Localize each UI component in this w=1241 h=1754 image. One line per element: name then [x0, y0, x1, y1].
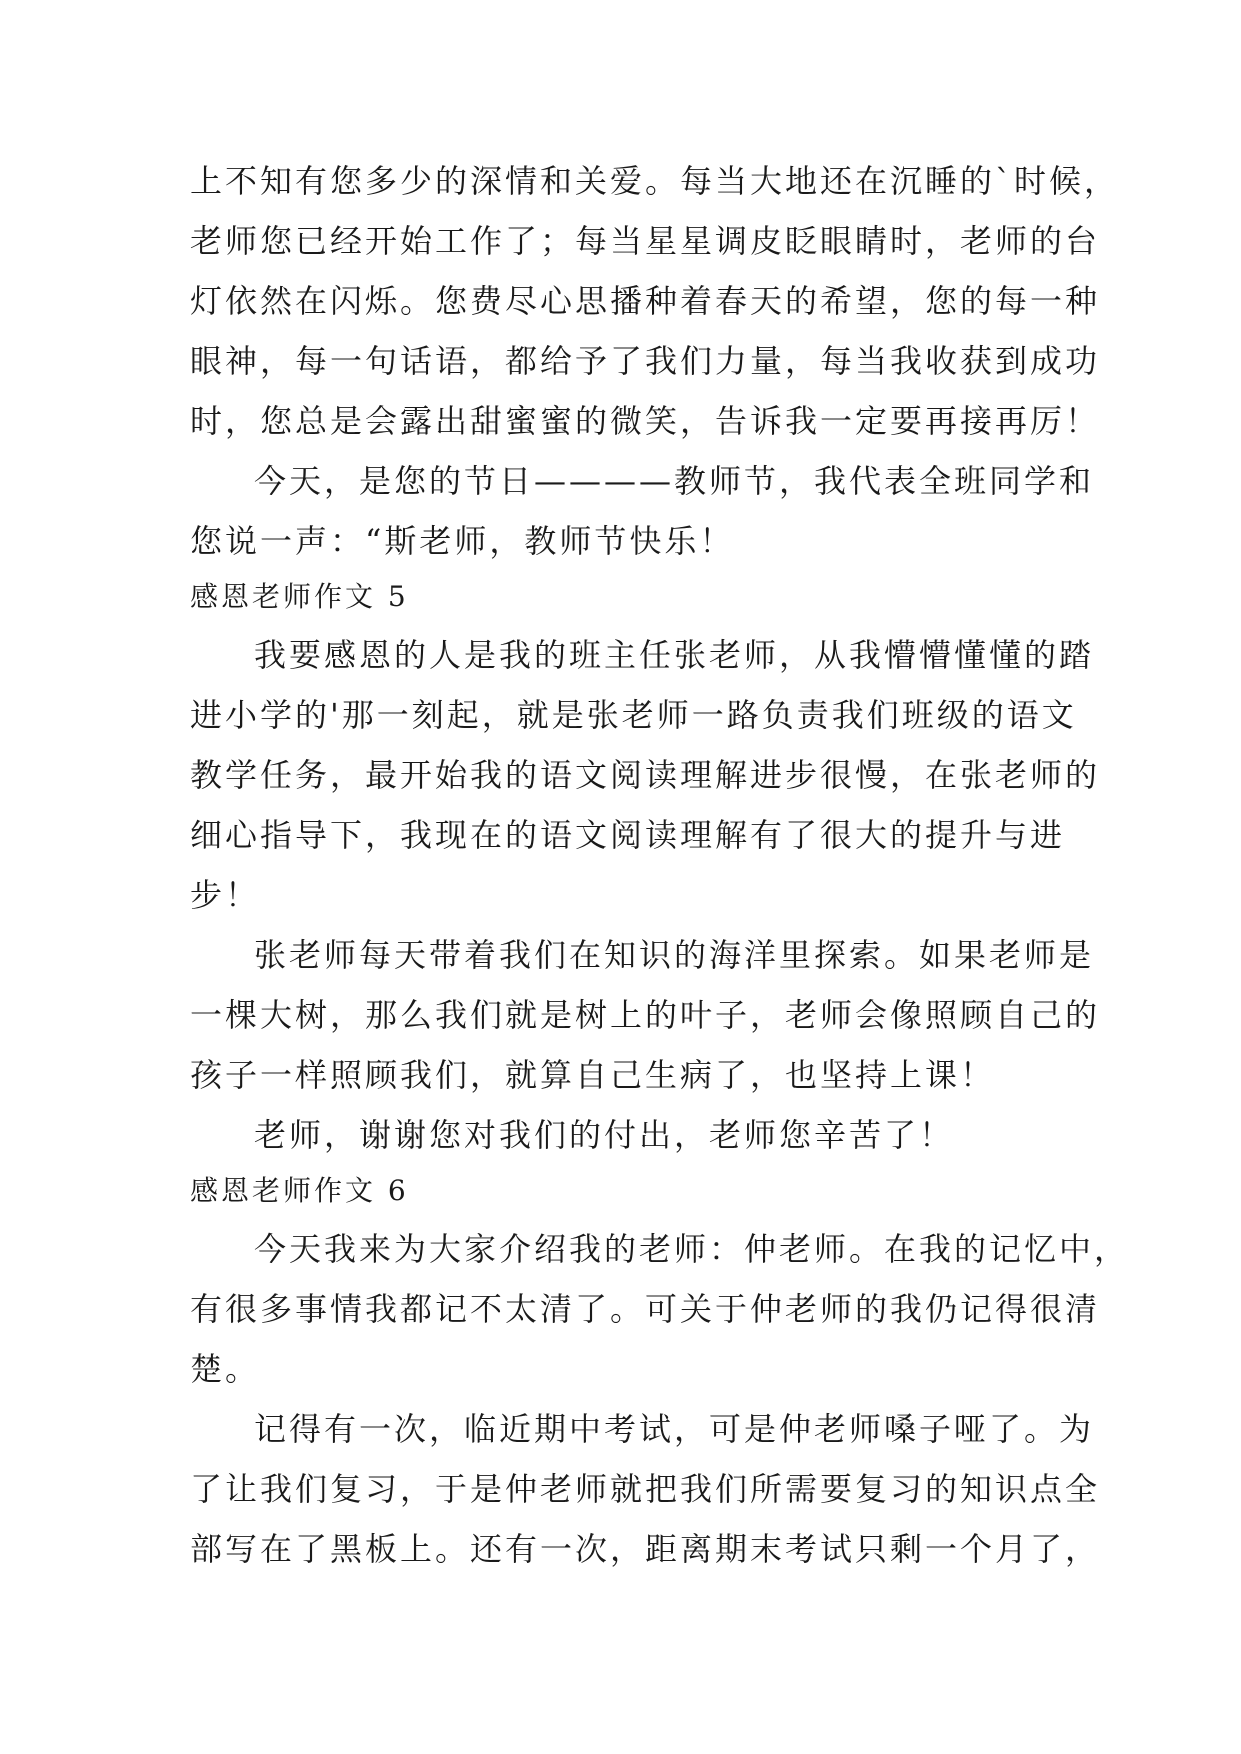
text-line: 灯依然在闪烁。您费尽心思播种着春天的希望，您的每一种 [190, 282, 1101, 320]
paragraph-start: 张老师每天带着我们在知识的海洋里探索。如果老师是 [254, 936, 1095, 974]
text-line: 细心指导下，我现在的语文阅读理解有了很大的提升与进 [190, 816, 1066, 854]
text-line: 有很多事情我都记不太清了。可关于仲老师的我仍记得很清 [190, 1290, 1101, 1328]
section-heading: 感恩老师作文 6 [190, 1174, 409, 1207]
text-line: 上不知有您多少的深情和关爱。每当大地还在沉睡的`时候， [190, 162, 1120, 200]
text-line: 进小学的'那一刻起，就是张老师一路负责我们班级的语文 [190, 696, 1077, 734]
text-line: 眼神，每一句话语，都给予了我们力量，每当我收获到成功 [190, 342, 1101, 380]
paragraph-start: 今天，是您的节日————教师节，我代表全班同学和 [254, 462, 1095, 500]
text-line: 部写在了黑板上。还有一次，距离期末考试只剩一个月了， [190, 1530, 1101, 1568]
paragraph-start: 我要感恩的人是我的班主任张老师，从我懵懵懂懂的踏 [254, 636, 1095, 674]
text-line: 步！ [190, 876, 261, 914]
text-line: 孩子一样照顾我们，就算自己生病了，也坚持上课！ [190, 1056, 996, 1094]
text-line: 时，您总是会露出甜蜜蜜的微笑，告诉我一定要再接再厉！ [190, 402, 1101, 440]
text-line: 楚。 [190, 1350, 261, 1388]
text-line: 教学任务，最开始我的语文阅读理解进步很慢，在张老师的 [190, 756, 1101, 794]
paragraph-start: 今天我来为大家介绍我的老师：仲老师。在我的记忆中， [254, 1230, 1130, 1268]
paragraph-start: 老师，谢谢您对我们的付出，老师您辛苦了！ [254, 1116, 955, 1154]
text-line: 您说一声：“斯老师，教师节快乐！ [190, 522, 735, 560]
text-line: 老师您已经开始工作了；每当星星调皮眨眼睛时，老师的台 [190, 222, 1101, 260]
text-line: 一棵大树，那么我们就是树上的叶子，老师会像照顾自己的 [190, 996, 1101, 1034]
section-heading: 感恩老师作文 5 [190, 580, 409, 613]
text-line: 了让我们复习，于是仲老师就把我们所需要复习的知识点全 [190, 1470, 1101, 1508]
paragraph-start: 记得有一次，临近期中考试，可是仲老师嗓子哑了。为 [254, 1410, 1095, 1448]
